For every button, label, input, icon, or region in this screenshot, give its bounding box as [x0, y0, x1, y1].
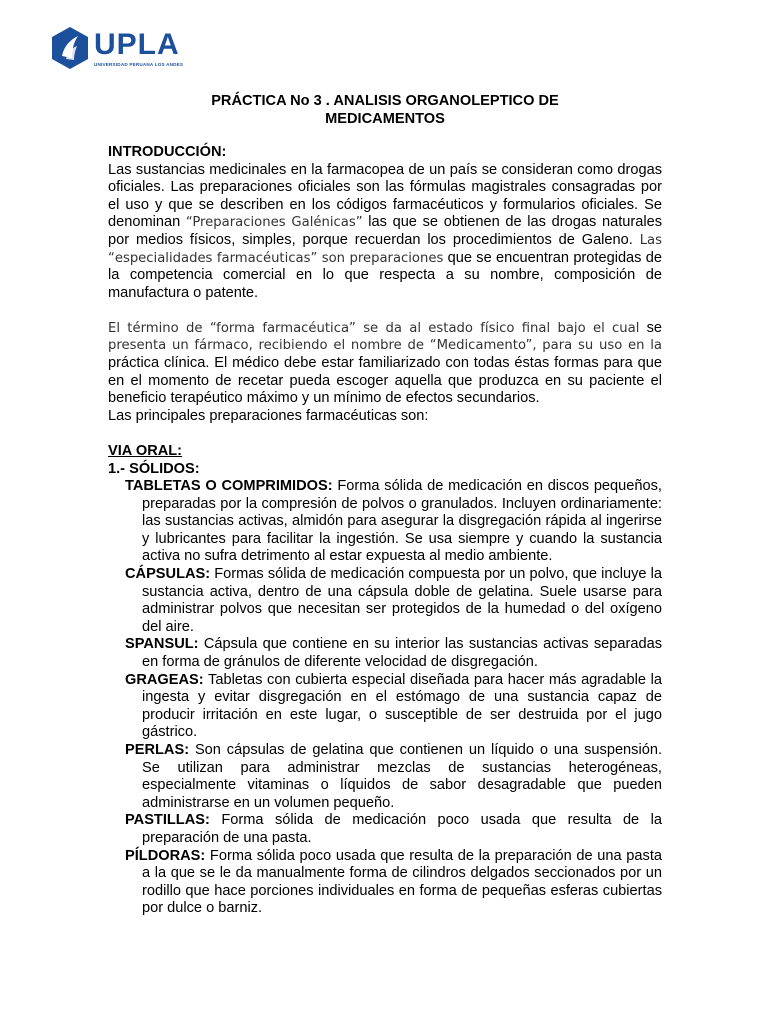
item-description: Forma sólida de medicación poco usada que resulta de la preparación de una pasta. — [142, 812, 662, 846]
title-line-1: PRÁCTICA No 3 . ANALISIS ORGANOLEPTICO DE — [211, 93, 559, 109]
intro-p2-part-d: práctica clínica. El médico debe estar familiarizado con todas éstas formas para que en el momento de recetar pueda escoger aquella que produzca en su paciente el beneficio terapéutico máximo y un mínimo de efectos secundarios. — [108, 355, 662, 407]
intro-paragraph-1 — [108, 162, 662, 303]
item-description: Cápsula que contiene en su interior las sustancias activas separadas en forma de gránulos de diferente velocidad de disgregación. — [142, 636, 662, 671]
intro-paragraph-2 — [108, 320, 662, 408]
via-oral-heading: VIA ORAL: — [108, 442, 183, 459]
university-logo — [50, 26, 183, 70]
intro-p1-galenicas: “Preparaciones Galénicas” — [185, 215, 363, 231]
item-term: PÍLDORAS: — [125, 847, 206, 864]
intro-paragraph-3: Las principales preparaciones farmacéuticas son: — [108, 407, 429, 424]
intro-heading: INTRODUCCIÓN: — [108, 144, 227, 160]
intro-p1-especialidades: Las “especialidades farmacéuticas” son preparaciones — [108, 232, 662, 266]
list-item — [108, 478, 662, 566]
item-term: TABLETAS O COMPRIMIDOS: — [125, 478, 333, 495]
item-term: CÁPSULAS: — [125, 566, 211, 583]
intro-p1-part-c: las que se obtienen de las drogas naturales por medios físicos, simples, porque recuerdan los procedimientos de Galeno. — [108, 214, 662, 248]
item-term: SPANSUL: — [125, 636, 199, 653]
item-term: GRAGEAS: — [125, 671, 204, 688]
title-line-2: MEDICAMENTOS — [325, 111, 445, 127]
item-description: Forma sólida de medicación en discos pequeños, preparadas por la compresión de polvos o granulados. Incluyen ordinariamente: las sustancias activas, almidón para asegurar la disgregación rápida al ingerirse y lubricantes para facilitar la ingestión. Se usa siempre y cuando la sustancia activa no sufra detrimento al estar expuesta al medio ambiente. — [142, 478, 662, 565]
intro-p2-part-c: presenta un fármaco, recibiendo el nombre de “Medicamento”, para su uso en la — [108, 338, 662, 354]
intro-p2-part-a: El término de “forma farmacéutica” se da al estado físico final bajo el cual — [108, 320, 640, 336]
item-description: Formas sólida de medicación compuesta por un polvo, que incluye la sustancia activa, dentro de una cápsula doble de gelatina. Suele usarse para administrar polvos que necesitan ser protegidos de la humedad o del oxígeno del aire. — [142, 566, 662, 635]
document-body — [108, 144, 662, 918]
item-term: PERLAS: — [125, 742, 190, 758]
logo-subtitle: UNIVERSIDAD PERUANA LOS ANDES — [94, 61, 184, 67]
list-item — [108, 672, 662, 742]
item-term: PASTILLAS: — [125, 812, 210, 829]
list-item — [108, 848, 662, 918]
list-item — [108, 636, 662, 671]
item-description: Forma sólida poco usada que resulta de la preparación de una pasta a la que se le da manualmente forma de cilindros delgados seccionados por un rodillo que hace porciones individuales en forma de pequeñas esferas cubiertas por dulce o barniz. — [142, 847, 662, 917]
intro-p2-part-b: se — [639, 319, 662, 336]
page-title — [108, 92, 662, 128]
solidos-heading: 1.- SÓLIDOS: — [108, 460, 200, 477]
upla-shield-icon — [50, 26, 90, 70]
logo-wordmark: UPLA — [94, 27, 180, 61]
intro-p1-part-e: que se encuentran protegidas de la competencia comercial en lo que respecta a su nombre, composición de manufactura o patente. — [108, 249, 662, 301]
item-description: Tabletas con cubierta especial diseñada para hacer más agradable la ingesta y evitar disgregación en el estómago de una sustancia capaz de producir irritación en este lugar, o susceptible de ser destruida por el jugo gástrico. — [142, 671, 662, 741]
intro-p1-part-a: Las sustancias medicinales en la farmacopea de un país se consideran como drogas oficiales. Las preparaciones oficiales son las fórmulas magistrales consagradas por el uso y que se describen en los códigos farmacéuticos y formularios oficiales. Se denominan — [108, 161, 662, 231]
item-description: Son cápsulas de gelatina que contienen un líquido o una suspensión. Se utilizan para administrar mezclas de sustancias heterogéneas, especialmente vitaminas o líquidos de sabor desagradable que pueden administrarse en un volumen pequeño. — [142, 742, 662, 811]
list-item — [108, 812, 662, 847]
list-item — [108, 566, 662, 636]
list-item — [108, 742, 662, 812]
